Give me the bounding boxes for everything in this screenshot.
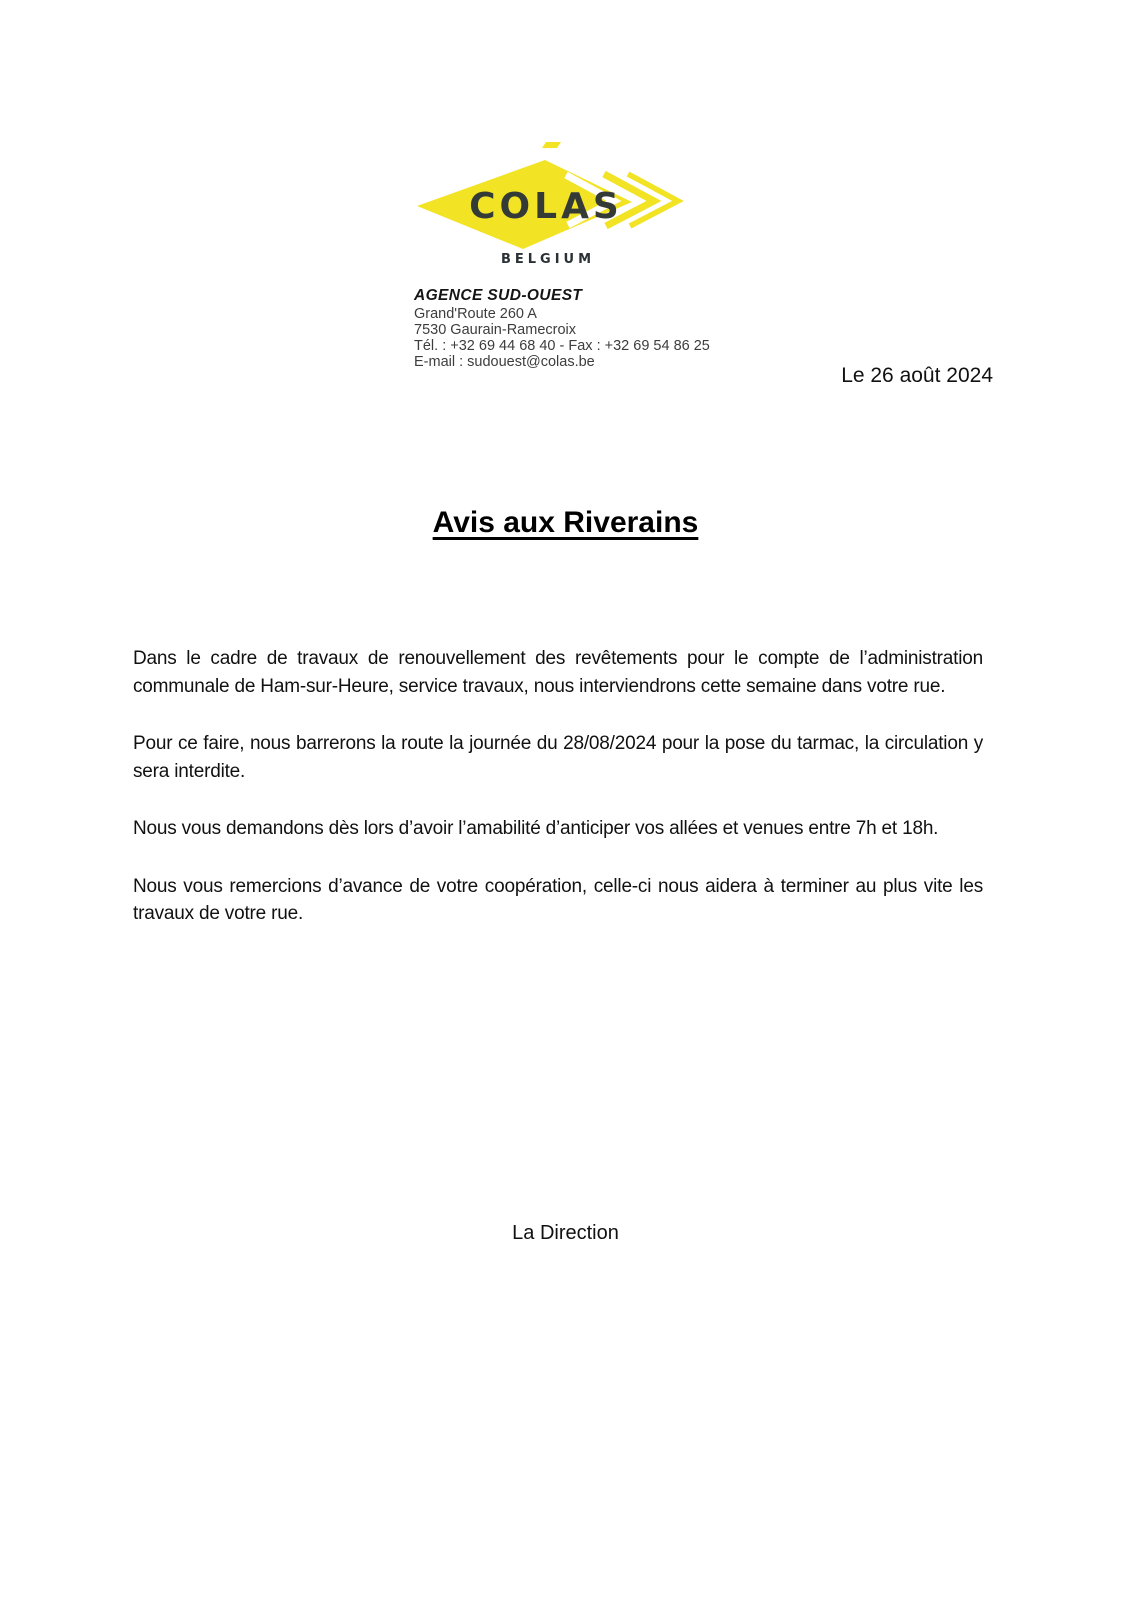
agency-address-line2: 7530 Gaurain-Ramecroix xyxy=(414,322,576,338)
signature: La Direction xyxy=(512,1222,619,1244)
agency-email: E-mail : sudouest@colas.be xyxy=(414,354,595,370)
date-line: Le 26 août 2024 xyxy=(841,364,993,387)
paragraph-2: Pour ce faire, nous barrerons la route la journée du 28/08/2024 pour la pose du tarmac, la circulation y sera interdite. xyxy=(133,733,983,782)
agency-phone-fax: Tél. : +32 69 44 68 40 - Fax : +32 69 54 86 25 xyxy=(414,338,710,354)
agency-name: AGENCE SUD-OUEST xyxy=(414,287,583,304)
logo-brand-text: COLAS xyxy=(469,186,623,227)
logo-country-label: BELGIUM xyxy=(500,252,596,267)
agency-address-line1: Grand'Route 260 A xyxy=(414,306,537,322)
paragraph-1: Dans le cadre de travaux de renouvellement des revêtements pour le compte de l’administration communale de Ham-sur-Heure, service travaux, nous interviendrons cette semaine dans votre rue. xyxy=(133,648,983,697)
letter-body xyxy=(133,645,983,958)
paragraph-3: Nous vous demandons dès lors d’avoir l’amabilité d’anticiper vos allées et venues entre 7h et 18h. xyxy=(133,818,939,839)
agency-block xyxy=(414,288,710,370)
letter-title: Avis aux Riverains xyxy=(432,506,699,539)
colas-logo-icon xyxy=(408,142,708,254)
paragraph-4: Nous vous remercions d’avance de votre coopération, celle-ci nous aidera à terminer au plus vite les travaux de votre rue. xyxy=(133,875,983,924)
logo-speck-icon xyxy=(542,142,561,148)
